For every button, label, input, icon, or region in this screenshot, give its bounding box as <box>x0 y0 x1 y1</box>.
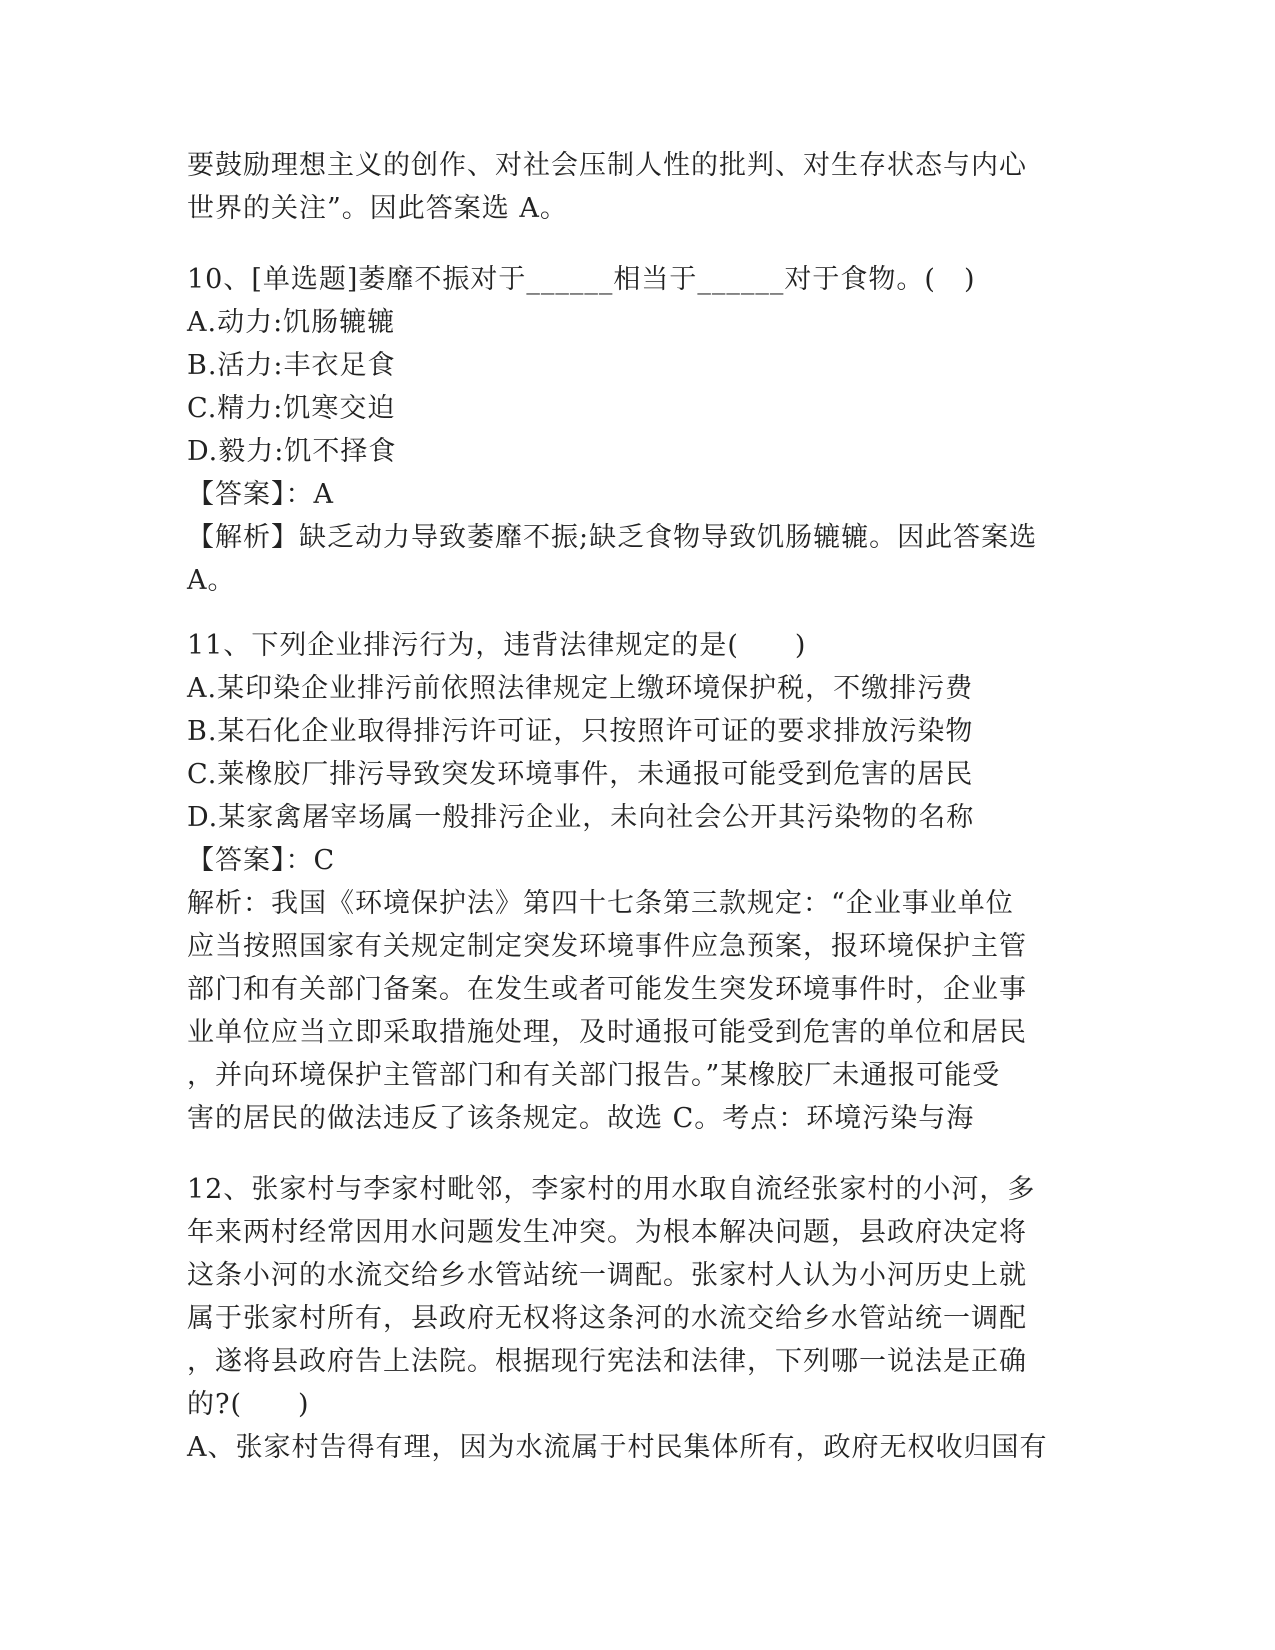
text-line: 世界的关注”。因此答案选 A。 <box>187 193 568 224</box>
question-11 <box>187 624 1087 1140</box>
answer-line: 【答案】：A <box>187 479 334 510</box>
analysis-line: 【解析】缺乏动力导致萎靡不振;缺乏食物导致饥肠辘辘。因此答案选 <box>187 522 1038 553</box>
question-text-line: 的?( ) <box>187 1389 310 1420</box>
option-a: A.某印染企业排污前依照法律规定上缴环境保护税，不缴排污费 <box>187 673 974 704</box>
intro-paragraph <box>187 144 1087 230</box>
question-text: 10、[单选题]萎靡不振对于______相当于______对于食物。( ) <box>187 264 976 295</box>
analysis-line: ，并向环境保护主管部门和有关部门报告。”某橡胶厂未通报可能受 <box>187 1060 1001 1091</box>
option-a: A、张家村告得有理，因为水流属于村民集体所有，政府无权收归国有 <box>187 1432 1048 1463</box>
document-page <box>187 144 1087 1469</box>
analysis-line: 害的居民的做法违反了该条规定。故选 C。考点：环境污染与海 <box>187 1103 975 1134</box>
question-12 <box>187 1168 1087 1469</box>
answer-line: 【答案】：C <box>187 845 336 876</box>
question-text-line: 12、张家村与李家村毗邻，李家村的用水取自流经张家村的小河，多 <box>187 1174 1036 1205</box>
question-text-line: 这条小河的水流交给乡水管站统一调配。张家村人认为小河历史上就 <box>187 1260 1027 1291</box>
option-d: D.毅力:饥不择食 <box>187 436 397 467</box>
analysis-line: 业单位应当立即采取措施处理，及时通报可能受到危害的单位和居民 <box>187 1017 1027 1048</box>
analysis-line: 部门和有关部门备案。在发生或者可能发生突发环境事件时，企业事 <box>187 974 1027 1005</box>
option-b: B.某石化企业取得排污许可证，只按照许可证的要求排放污染物 <box>187 716 974 747</box>
option-a: A.动力:饥肠辘辘 <box>187 307 396 338</box>
question-text-line: ，遂将县政府告上法院。根据现行宪法和法律，下列哪一说法是正确 <box>187 1346 1027 1377</box>
question-text-line: 年来两村经常因用水问题发生冲突。为根本解决问题，县政府决定将 <box>187 1217 1027 1248</box>
option-c: C.精力:饥寒交迫 <box>187 393 396 424</box>
analysis-line: 应当按照国家有关规定制定突发环境事件应急预案，报环境保护主管 <box>187 931 1027 962</box>
option-c: C.莱橡胶厂排污导致突发环境事件，未通报可能受到危害的居民 <box>187 759 974 790</box>
question-text: 11、下列企业排污行为，违背法律规定的是( ) <box>187 630 807 661</box>
question-10 <box>187 258 1087 602</box>
analysis-line: A。 <box>187 565 236 596</box>
option-b: B.活力:丰衣足食 <box>187 350 396 381</box>
text-line: 要鼓励理想主义的创作、对社会压制人性的批判、对生存状态与内心 <box>187 150 1027 181</box>
question-text-line: 属于张家村所有，县政府无权将这条河的水流交给乡水管站统一调配 <box>187 1303 1027 1334</box>
option-d: D.某家禽屠宰场属一般排污企业，未向社会公开其污染物的名称 <box>187 802 975 833</box>
analysis-line: 解析：我国《环境保护法》第四十七条第三款规定：“企业事业单位 <box>187 888 1014 919</box>
